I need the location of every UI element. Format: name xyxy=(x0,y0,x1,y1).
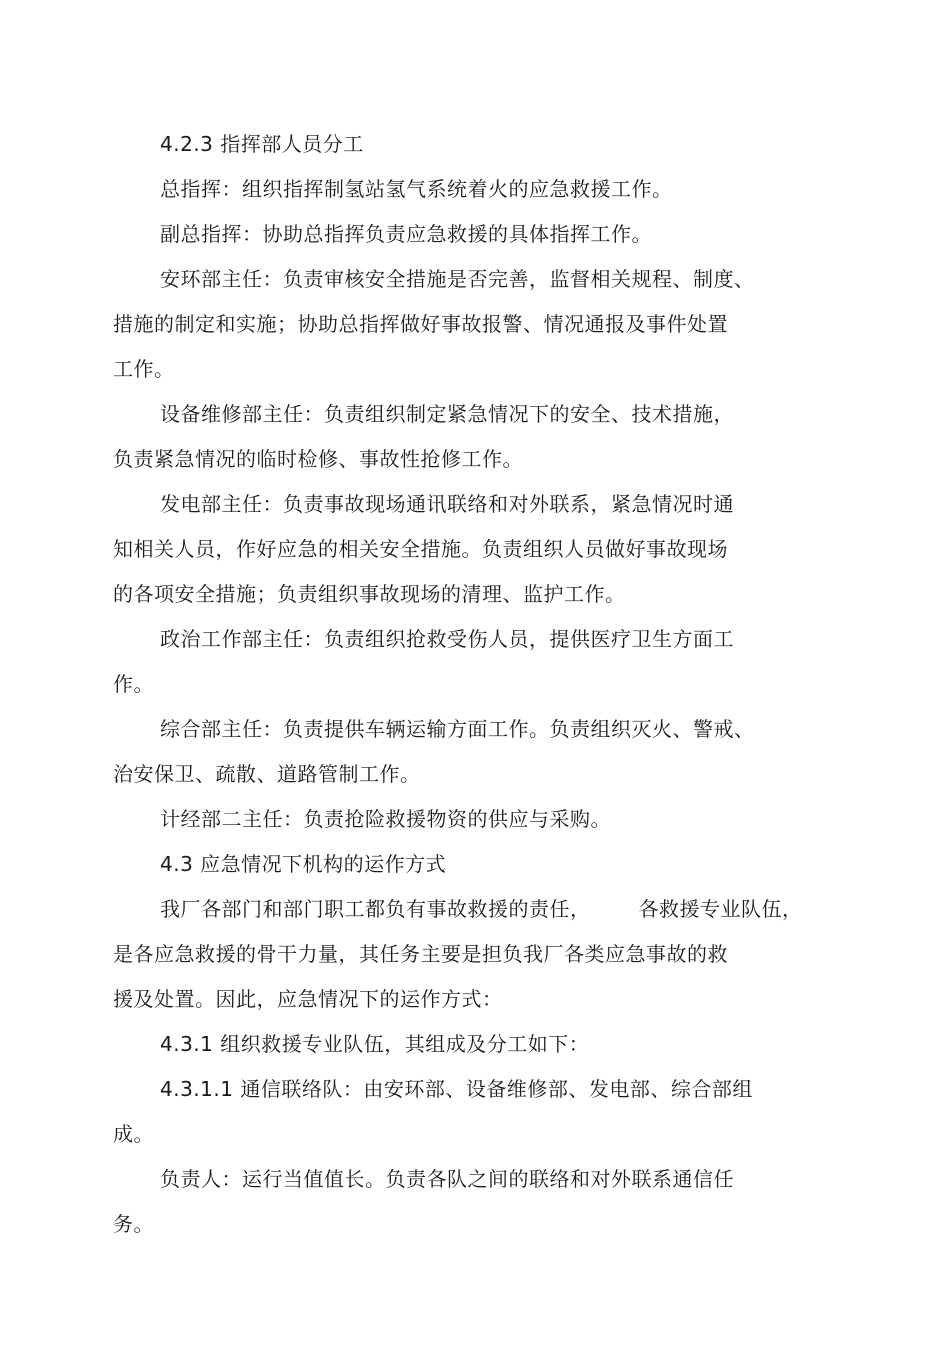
paragraph-segment: 各救援专业队伍， xyxy=(638,897,803,921)
paragraph-line: 计经部二主任：负责抢险救援物资的供应与采购。 xyxy=(160,807,611,831)
paragraph-line: 援及处置。因此，应急情况下的运作方式： xyxy=(113,987,503,1011)
section-heading-4-2-3: 4.2.3 指挥部人员分工 xyxy=(160,132,364,156)
paragraph-line: 发电部主任：负责事故现场通讯联络和对外联系，紧急情况时通 xyxy=(160,492,734,516)
paragraph-line: 工作。 xyxy=(113,357,175,381)
paragraph-line: 知相关人员，作好应急的相关安全措施。负责组织人员做好事故现场 xyxy=(113,537,728,561)
paragraph-line: 务。 xyxy=(113,1212,154,1236)
paragraph-line: 副总指挥：协助总指挥负责应急救援的具体指挥工作。 xyxy=(160,222,652,246)
paragraph-line: 政治工作部主任：负责组织抢救受伤人员，提供医疗卫生方面工 xyxy=(160,627,734,651)
paragraph-line: 综合部主任：负责提供车辆运输方面工作。负责组织灭火、警戒、 xyxy=(160,717,755,741)
paragraph-line: 的各项安全措施；负责组织事故现场的清理、监护工作。 xyxy=(113,582,626,606)
paragraph-line: 负责紧急情况的临时检修、事故性抢修工作。 xyxy=(113,447,523,471)
paragraph-line: 成。 xyxy=(113,1122,154,1146)
paragraph-line: 4.3.1.1 通信联络队：由安环部、设备维修部、发电部、综合部组 xyxy=(160,1077,753,1101)
section-heading-4-3-1: 4.3.1 组织救援专业队伍，其组成及分工如下： xyxy=(160,1032,590,1056)
paragraph-line: 负责人：运行当值值长。负责各队之间的联络和对外联系通信任 xyxy=(160,1167,734,1191)
section-heading-4-3: 4.3 应急情况下机构的运作方式 xyxy=(160,852,447,876)
paragraph-line: 总指挥：组织指挥制氢站氢气系统着火的应急救援工作。 xyxy=(160,177,673,201)
paragraph-line: 安环部主任：负责审核安全措施是否完善，监督相关规程、制度、 xyxy=(160,267,755,291)
paragraph-segment: 我厂各部门和部门职工都负有事故救援的责任， xyxy=(160,897,591,921)
paragraph-line: 治安保卫、疏散、道路管制工作。 xyxy=(113,762,421,786)
paragraph-line xyxy=(160,895,803,923)
paragraph-line: 措施的制定和实施；协助总指挥做好事故报警、情况通报及事件处置 xyxy=(113,312,728,336)
paragraph-line: 设备维修部主任：负责组织制定紧急情况下的安全、技术措施， xyxy=(160,402,734,426)
paragraph-line: 是各应急救援的骨干力量，其任务主要是担负我厂各类应急事故的救 xyxy=(113,942,728,966)
paragraph-line: 作。 xyxy=(113,672,154,696)
